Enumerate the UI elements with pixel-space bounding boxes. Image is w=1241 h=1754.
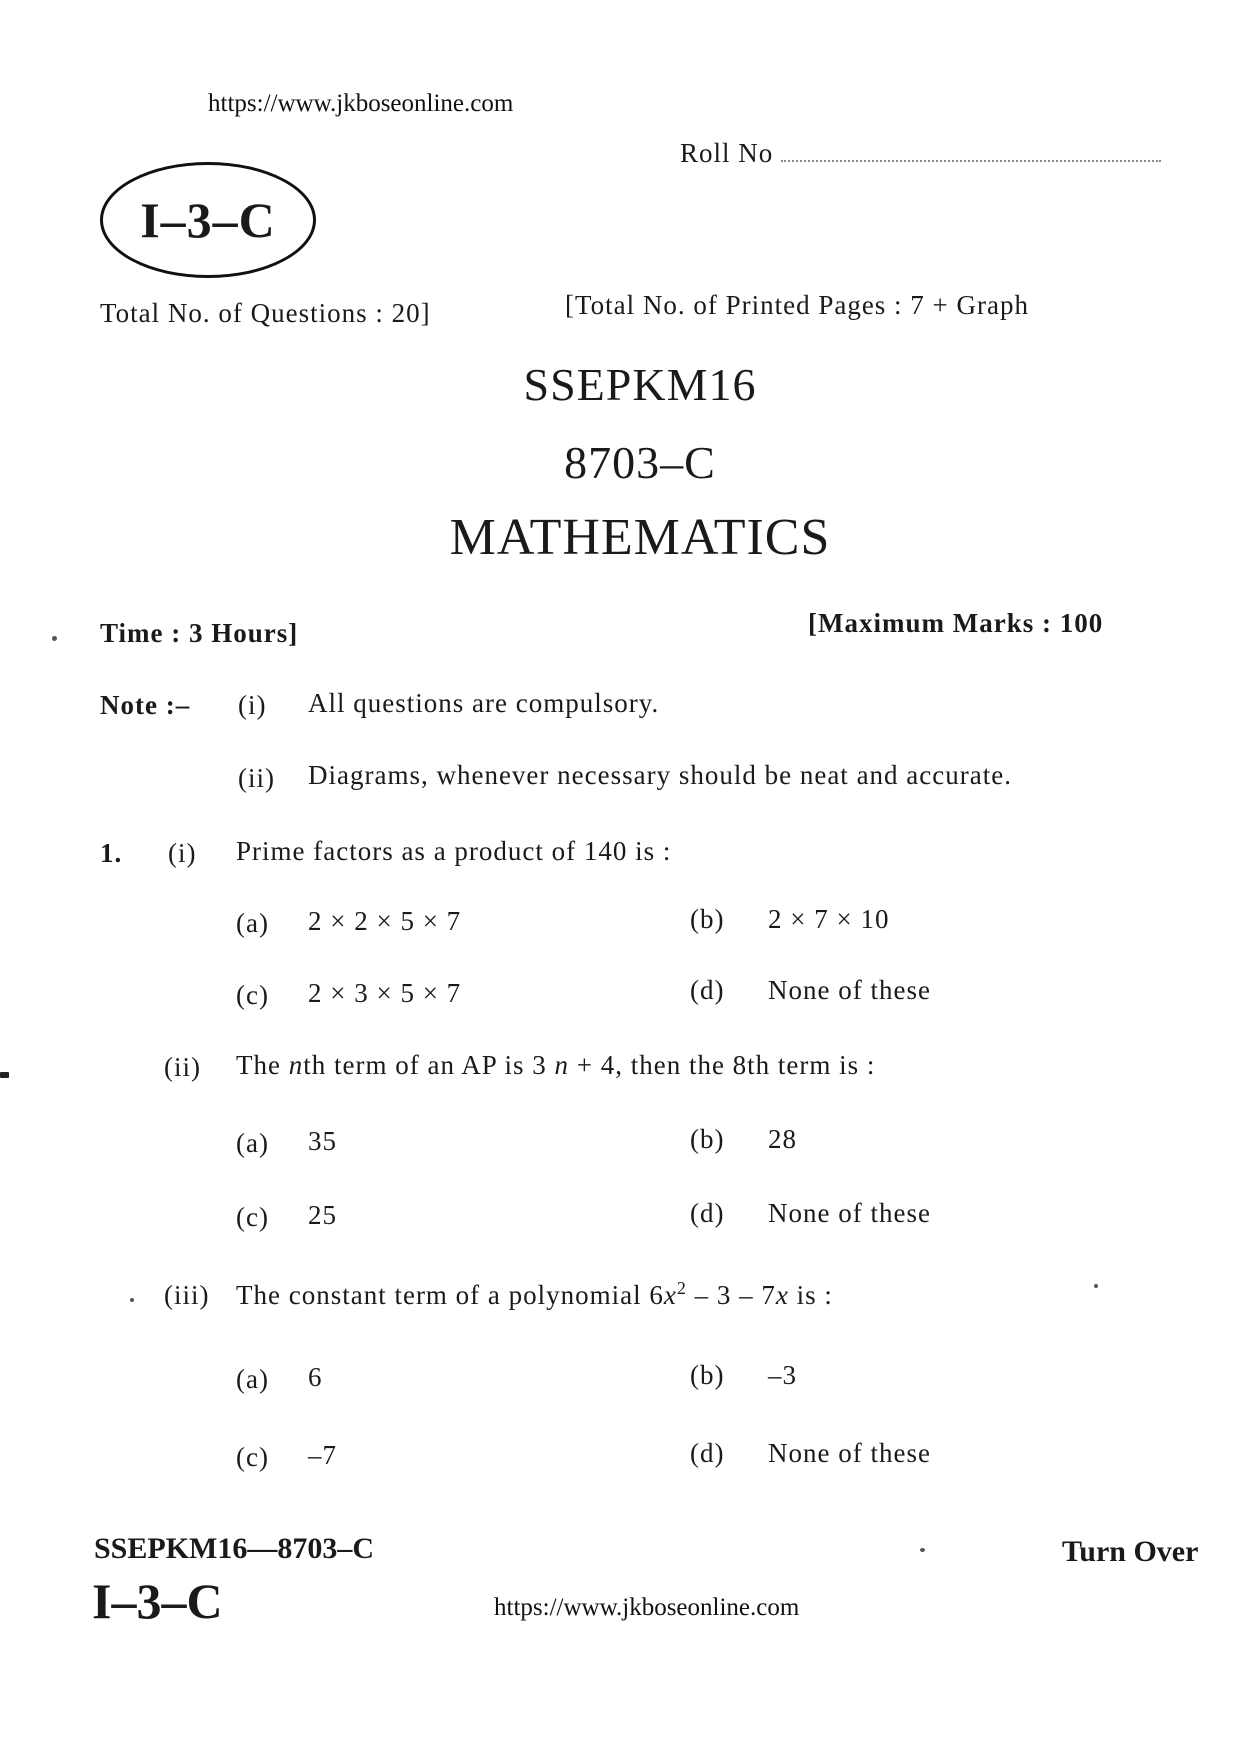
question-part-number: (i) [168,838,197,868]
subject-title: MATHEMATICS [449,509,831,566]
series-title: SSEPKM16 [523,359,757,410]
option-label: (c) [236,1202,269,1232]
option-text: 2 × 3 × 5 × 7 [308,978,462,1008]
question-part-number: (iii) [164,1280,210,1310]
option-label: (c) [236,980,269,1010]
option-label: (a) [236,1364,269,1394]
roll-number-label: Roll No [680,138,774,168]
scan-speck [130,1298,134,1302]
option-label: (b) [690,904,725,934]
note-number: (ii) [238,763,275,793]
note-text: All questions are compulsory. [308,688,660,718]
question-part-text: The nth term of an AP is 3 n + 4, then the 8th term is : [236,1050,876,1080]
option-text: 6 [308,1362,323,1392]
total-questions: Total No. of Questions : 20] [100,298,431,328]
option-text: 25 [308,1200,337,1230]
option-label: (c) [236,1442,269,1472]
roll-number-field [680,138,1161,169]
option-label: (b) [690,1124,725,1154]
note-label: Note :– [100,690,191,720]
option-text: –7 [308,1440,337,1470]
roll-number-dotted-line [781,142,1161,162]
option-label: (a) [236,908,269,938]
option-text: –3 [768,1360,797,1390]
scan-speck [1094,1284,1098,1288]
max-marks: [Maximum Marks : 100 [808,608,1104,638]
paper-code-oval [100,162,316,278]
paper-code-title: 8703–C [564,437,716,488]
option-text: None of these [768,975,931,1005]
footer-paper-code: SSEPKM16—8703–C [94,1532,375,1565]
scan-speck [52,636,57,641]
question-part-text: Prime factors as a product of 140 is : [236,836,672,866]
footer-big-code: I–3–C [92,1573,223,1629]
exam-time: Time : 3 Hours] [100,618,299,648]
option-label: (a) [236,1128,269,1158]
paper-code-text: I–3–C [140,192,276,248]
note-number: (i) [238,690,267,720]
turn-over-label: Turn Over [1062,1535,1199,1568]
option-label: (d) [690,1198,725,1228]
option-label: (b) [690,1360,725,1390]
question-part-text: The constant term of a polynomial $6x^2 - 3 - 7x$ is : [236,1278,833,1310]
option-text: None of these [768,1198,931,1228]
option-label: (d) [690,975,725,1005]
question-number: 1. [100,838,123,868]
option-text: 35 [308,1126,337,1156]
option-text: 2 × 2 × 5 × 7 [308,906,462,936]
note-text: Diagrams, whenever necessary should be neat and accurate. [308,760,1012,790]
footer-url: https://www.jkboseonline.com [494,1594,800,1621]
option-text: None of these [768,1438,931,1468]
option-text: 28 [768,1124,797,1154]
option-text: 2 × 7 × 10 [768,904,890,934]
option-label: (d) [690,1438,725,1468]
total-pages: [Total No. of Printed Pages : 7 + Graph [565,290,1030,320]
header-url: https://www.jkboseonline.com [208,90,514,117]
scan-speck [920,1548,925,1552]
scan-speck [0,1072,9,1078]
question-part-number: (ii) [164,1052,201,1082]
